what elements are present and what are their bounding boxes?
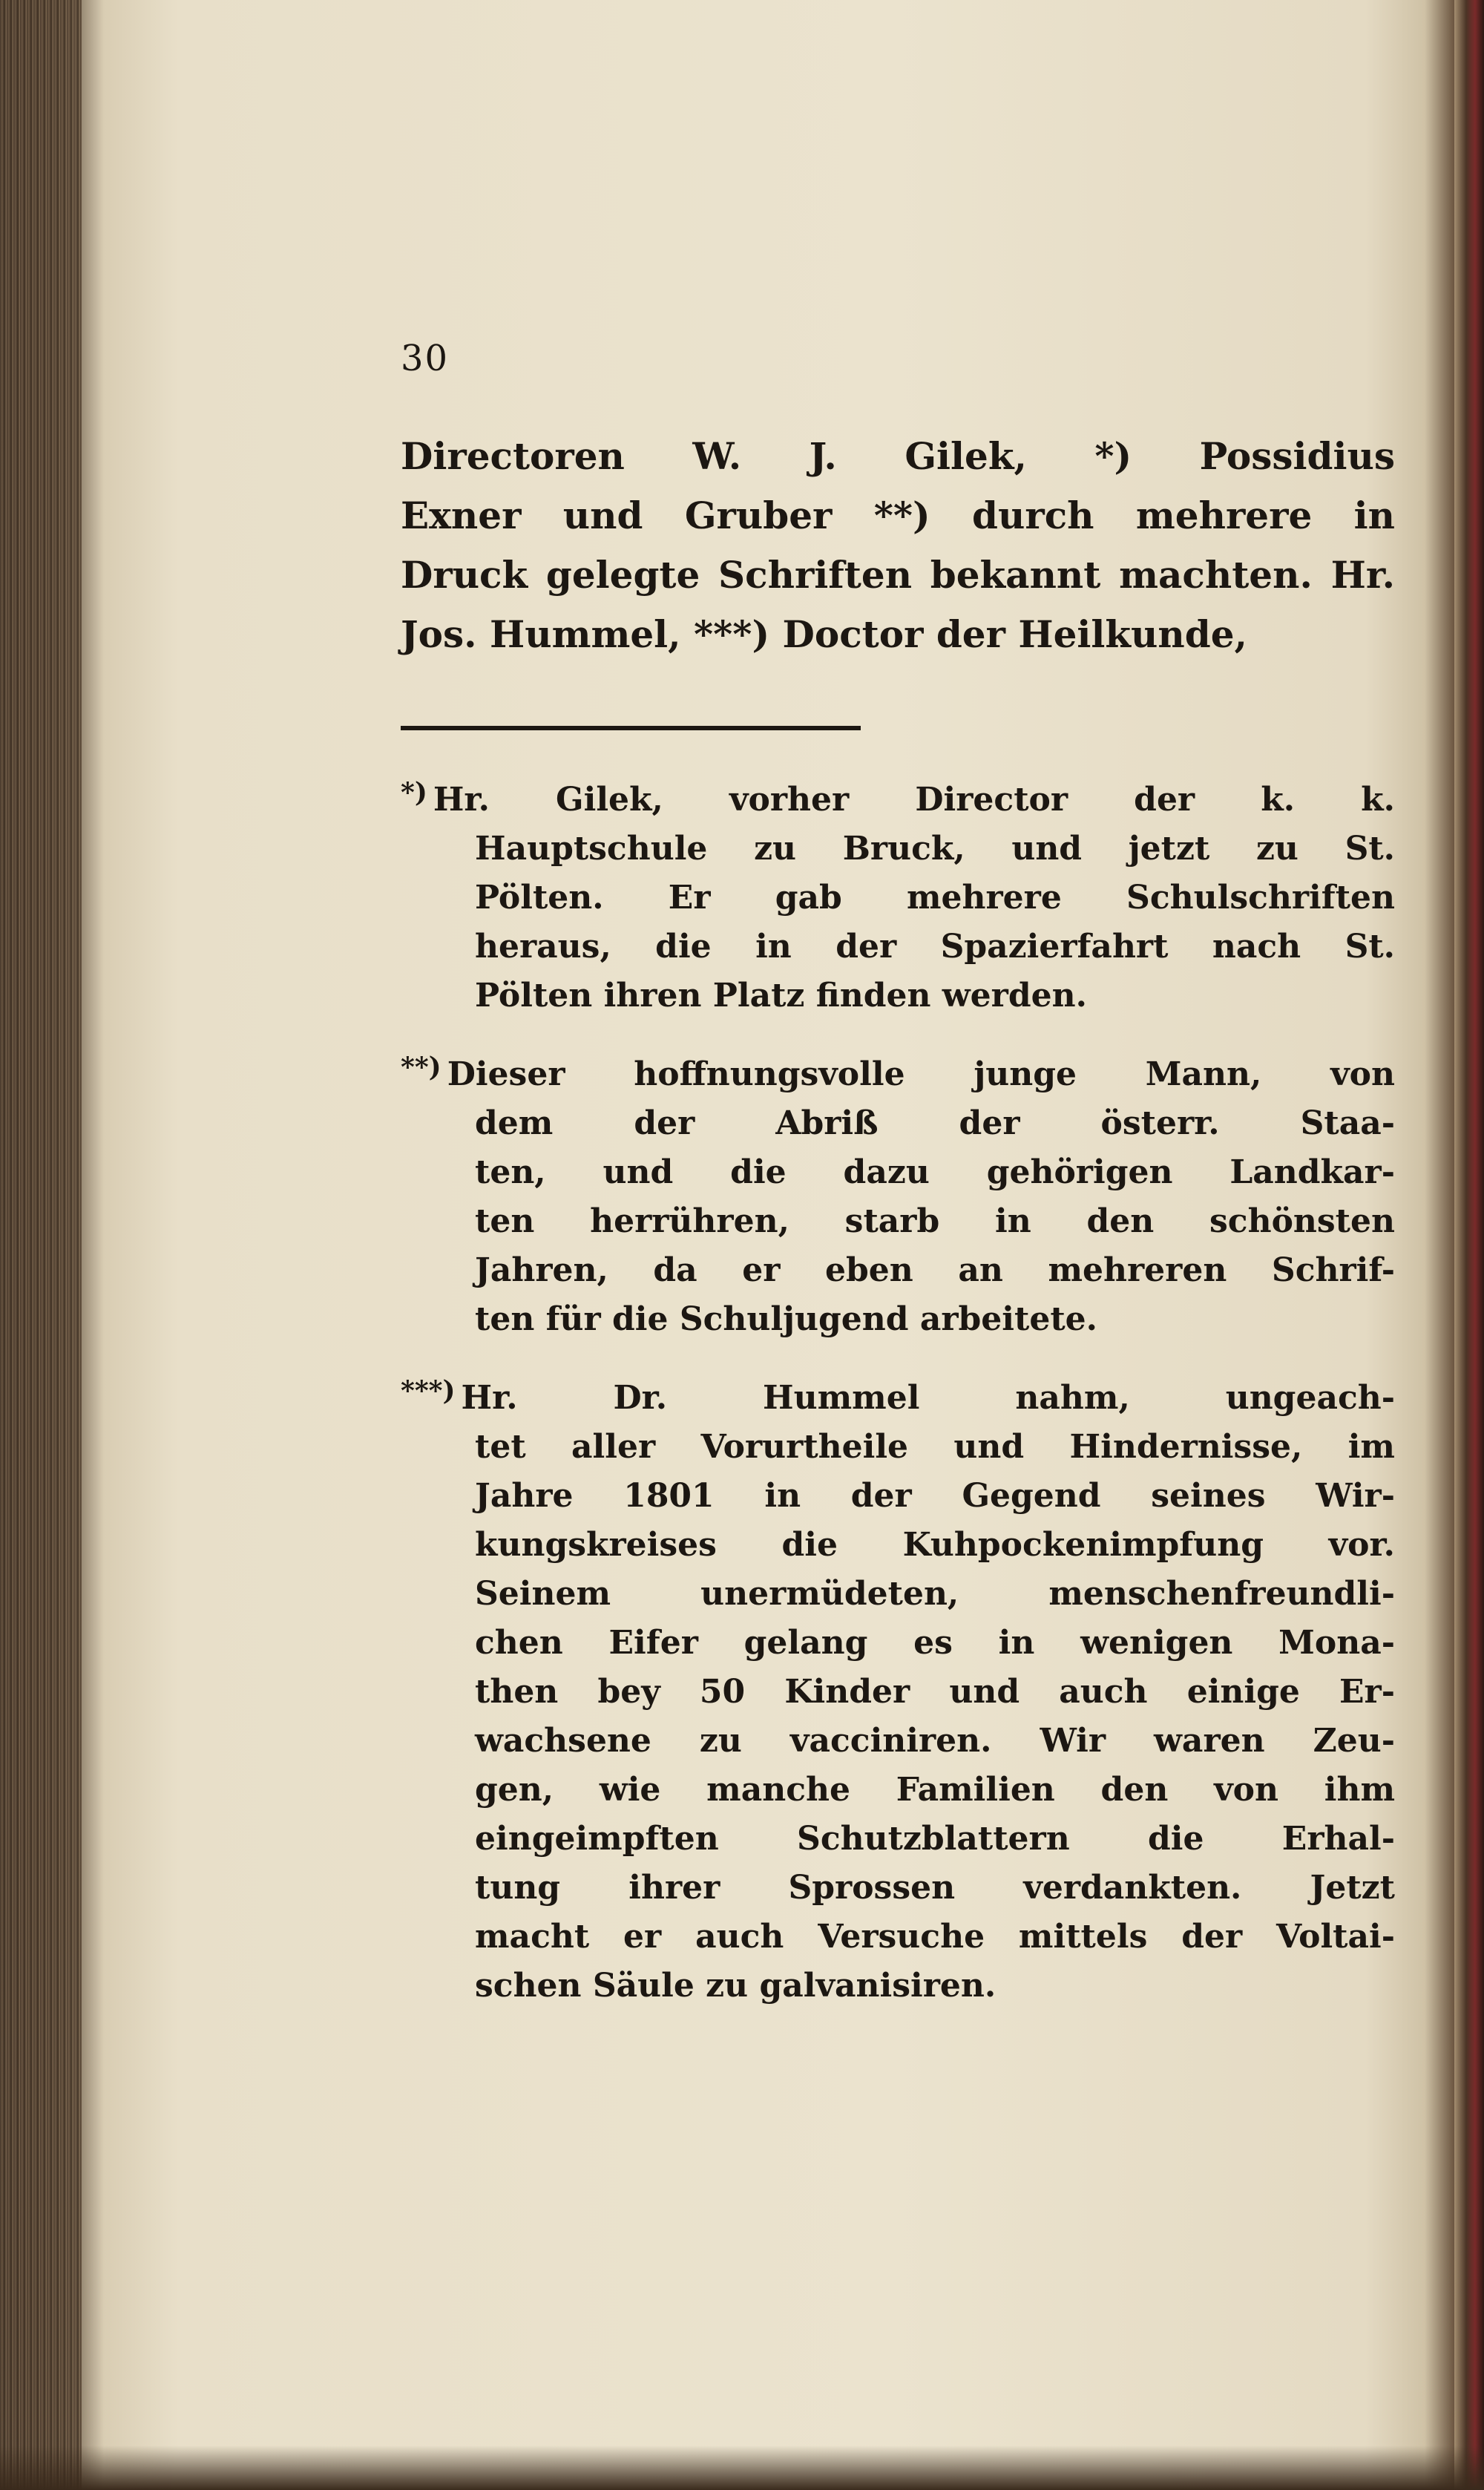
footnote-line: heraus, die in der Spazierfahrt nach St.	[475, 928, 1395, 966]
footnote-line: Pölten. Er gab mehrere Schulschriften	[475, 879, 1395, 917]
footnote-2	[401, 1043, 1395, 1344]
page-bottom-shadow	[0, 2445, 1484, 2490]
footnote-marker: *)	[401, 777, 427, 808]
body-line: Directoren W. J. Gilek, *) Possidius	[401, 434, 1395, 478]
footnote-marker: **)	[401, 1052, 441, 1083]
footnote-line: Pölten ihren Platz finden werden.	[475, 977, 1087, 1015]
footnote-line: schen Säule zu galvanisiren.	[475, 1967, 997, 2005]
footnote-line: eingeimpften Schutzblattern die Erhal-	[475, 1820, 1395, 1858]
body-line: Druck gelegte Schriften bekannt machten. Hr.	[401, 553, 1395, 597]
footnote-line	[401, 768, 1395, 825]
footnote-line: Hauptschule zu Bruck, und jetzt zu St.	[475, 830, 1395, 868]
footnote-line: then bey 50 Kinder und auch einige Er-	[475, 1673, 1395, 1711]
footnote-line	[401, 1366, 1395, 1423]
body-line: Exner und Gruber **) durch mehrere in	[401, 494, 1395, 537]
footnote-3	[401, 1366, 1395, 2011]
footnote-line: Seinem unermüdeten, menschenfreundli-	[475, 1575, 1395, 1613]
book-fore-edge	[1454, 0, 1484, 2490]
footnote-line: ten herrühren, starb in den schönsten	[475, 1202, 1395, 1240]
footnote-line: tung ihrer Sprossen verdankten. Jetzt	[475, 1869, 1395, 1907]
footnote-line: ten, und die dazu gehörigen Landkar-	[475, 1153, 1395, 1191]
footnote-1	[401, 768, 1395, 1020]
footnote-line: gen, wie manche Familien den von ihm	[475, 1771, 1395, 1809]
footnote-line: Jahre 1801 in der Gegend seines Wir-	[475, 1477, 1395, 1515]
printed-sheet	[82, 0, 1454, 2449]
footnote-line: macht er auch Versuche mittels der Voltai-	[475, 1918, 1395, 1956]
footnote-text: Hr. Gilek, vorher Director der k. k.	[433, 781, 1395, 819]
body-text	[401, 427, 1395, 664]
book-gutter-edge	[0, 0, 82, 2490]
footnote-line: chen Eifer gelang es in wenigen Mona-	[475, 1624, 1395, 1662]
footnote-line: Jahren, da er eben an mehreren Schrif-	[475, 1251, 1395, 1289]
page-number: 30	[401, 338, 450, 379]
footnote-line: dem der Abriß der österr. Staa-	[475, 1104, 1395, 1142]
body-line: Jos. Hummel, ***) Doctor der Heilkunde,	[401, 612, 1247, 656]
footnote-line: wachsene zu vacciniren. Wir waren Zeu-	[475, 1722, 1395, 1760]
footnote-line: tet aller Vorurtheile und Hindernisse, im	[475, 1428, 1395, 1466]
footnote-separator-rule	[401, 726, 861, 730]
footnote-line	[401, 1043, 1395, 1099]
footnote-marker: ***)	[401, 1375, 456, 1406]
footnote-line: kungskreises die Kuhpockenimpfung vor.	[475, 1526, 1395, 1564]
footnote-text: Dieser hoffnungsvolle junge Mann, von	[447, 1055, 1395, 1093]
footnote-text: Hr. Dr. Hummel nahm, ungeach-	[461, 1379, 1395, 1417]
footnote-line: ten für die Schuljugend arbeitete.	[475, 1300, 1097, 1338]
footnotes	[401, 768, 1395, 2033]
